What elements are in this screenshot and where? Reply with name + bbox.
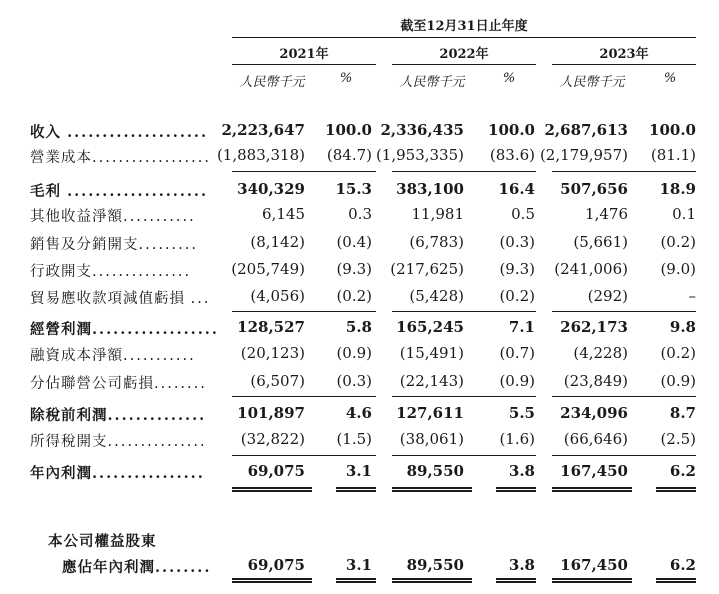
cell-2022-amount: 89,550 bbox=[406, 462, 464, 480]
cell-2023-pct: (0.2) bbox=[660, 344, 696, 362]
cell-2022-amount: (22,143) bbox=[399, 372, 464, 390]
cell-2022-amount: 11,981 bbox=[411, 205, 464, 223]
total-double-rule bbox=[496, 487, 536, 492]
row-label: 行政開支............... bbox=[30, 264, 192, 280]
subtotal-rule-2021 bbox=[232, 171, 376, 172]
row-label: 銷售及分銷開支......... bbox=[30, 237, 198, 253]
subtotal-rule-2023 bbox=[552, 396, 696, 397]
cell-2022-pct: 7.1 bbox=[508, 318, 535, 336]
cell-2021-amount: (8,142) bbox=[250, 233, 305, 251]
total-double-rule bbox=[232, 487, 312, 492]
year-2023-header: 2023年 bbox=[599, 47, 649, 62]
cell-2022-pct: 5.5 bbox=[508, 404, 535, 422]
total-double-rule bbox=[656, 578, 696, 583]
cell-2023-amount: (241,006) bbox=[554, 260, 628, 278]
cell-2022-pct: (0.7) bbox=[499, 344, 535, 362]
row-label: 其他收益淨額........... bbox=[30, 209, 196, 225]
cell-2023-amount: (4,228) bbox=[573, 344, 628, 362]
cell-2023-pct: 0.1 bbox=[672, 205, 696, 223]
cell-2023-amount: 234,096 bbox=[560, 404, 628, 422]
cell-2023-amount: 1,476 bbox=[585, 205, 628, 223]
cell-2021-amount: (205,749) bbox=[231, 260, 305, 278]
total-double-rule bbox=[392, 487, 472, 492]
cell-2022-amount: (15,491) bbox=[399, 344, 464, 362]
total-double-rule bbox=[336, 578, 376, 583]
unit-label-2023: 人民幣千元 bbox=[559, 75, 625, 90]
row-label: 年內利潤................ bbox=[30, 465, 205, 482]
cell-2022-pct: (1.6) bbox=[499, 430, 535, 448]
cell-2022-pct: 0.5 bbox=[511, 205, 535, 223]
year-2022-header: 2022年 bbox=[439, 47, 489, 62]
cell-2022-amount: (6,783) bbox=[409, 233, 464, 251]
cell-2021-pct: 3.1 bbox=[345, 462, 372, 480]
cell-2023-amount: 262,173 bbox=[560, 318, 628, 336]
year-2021-header: 2021年 bbox=[279, 47, 329, 62]
cell-2023-pct: 8.7 bbox=[669, 404, 696, 422]
row-label: 營業成本.................. bbox=[30, 150, 211, 166]
table-row-profit-before-tax bbox=[0, 404, 719, 426]
cell-2023-amount: (292) bbox=[587, 287, 628, 305]
year-2021-rule bbox=[232, 64, 376, 65]
cell-2023-amount: 167,450 bbox=[560, 462, 628, 480]
subtotal-rule-2021 bbox=[232, 396, 376, 397]
total-double-rule bbox=[392, 578, 472, 583]
cell-2023-pct: 100.0 bbox=[649, 121, 696, 139]
row-label: 除稅前利潤.............. bbox=[30, 407, 207, 424]
cell-2022-pct: 100.0 bbox=[488, 121, 535, 139]
table-row-gross-profit bbox=[0, 180, 719, 202]
cell-2022-amount: 2,336,435 bbox=[380, 121, 464, 139]
cell-2021-amount: 340,329 bbox=[237, 180, 305, 198]
cell-2022-pct: (9.3) bbox=[499, 260, 535, 278]
unit-label-2022: 人民幣千元 bbox=[399, 75, 465, 90]
cell-2023-pct: 6.2 bbox=[669, 556, 696, 574]
cell-2023-pct: (81.1) bbox=[650, 146, 696, 164]
total-double-rule bbox=[496, 578, 536, 583]
cell-2021-pct: 100.0 bbox=[325, 121, 372, 139]
cell-2023-pct: 9.8 bbox=[669, 318, 696, 336]
cell-2021-pct: 15.3 bbox=[335, 180, 372, 198]
cell-2021-pct: 5.8 bbox=[345, 318, 372, 336]
row-label: 所得稅開支............... bbox=[30, 434, 207, 450]
cell-2022-amount: (5,428) bbox=[409, 287, 464, 305]
cell-2023-pct: (2.5) bbox=[660, 430, 696, 448]
total-double-rule bbox=[232, 578, 312, 583]
cell-2022-pct: (0.2) bbox=[499, 287, 535, 305]
cell-2023-pct: (9.0) bbox=[660, 260, 696, 278]
attrib-heading-row bbox=[0, 530, 719, 552]
cell-2022-amount: (217,625) bbox=[390, 260, 464, 278]
total-double-rule bbox=[656, 487, 696, 492]
subtotal-rule-2023 bbox=[552, 455, 696, 456]
total-double-rule bbox=[336, 487, 376, 492]
cell-2021-amount: 101,897 bbox=[237, 404, 305, 422]
subtotal-rule-2022 bbox=[392, 311, 536, 312]
cell-2022-amount: 127,611 bbox=[396, 404, 464, 422]
subtotal-rule-2022 bbox=[392, 455, 536, 456]
cell-2021-pct: 0.3 bbox=[348, 205, 372, 223]
cell-2021-amount: (6,507) bbox=[250, 372, 305, 390]
cell-2022-pct: 3.8 bbox=[508, 556, 535, 574]
subtotal-rule-2023 bbox=[552, 171, 696, 172]
table-row-selling-expenses bbox=[0, 233, 719, 255]
cell-2023-amount: 507,656 bbox=[560, 180, 628, 198]
cell-2023-amount: (23,849) bbox=[563, 372, 628, 390]
cell-2021-amount: 2,223,647 bbox=[221, 121, 305, 139]
cell-2021-amount: 128,527 bbox=[237, 318, 305, 336]
row-label: 貿易應收款項減值虧損 ... bbox=[30, 291, 211, 307]
row-label: 應佔年內利潤........ bbox=[62, 559, 212, 576]
cell-2023-pct: (0.9) bbox=[660, 372, 696, 390]
row-label: 融資成本淨額........... bbox=[30, 348, 196, 364]
cell-2021-pct: (9.3) bbox=[336, 260, 372, 278]
cell-2022-pct: (0.3) bbox=[499, 233, 535, 251]
cell-2022-pct: 16.4 bbox=[498, 180, 535, 198]
cell-2021-pct: 4.6 bbox=[345, 404, 372, 422]
cell-2023-amount: 167,450 bbox=[560, 556, 628, 574]
row-label: 經營利潤.................. bbox=[30, 321, 219, 338]
row-label: 收入 .................... bbox=[30, 124, 209, 141]
table-row-operating-profit bbox=[0, 318, 719, 340]
table-row-finance-costs bbox=[0, 344, 719, 366]
year-2022-rule bbox=[392, 64, 536, 65]
period-header: 截至12月31日止年度 bbox=[400, 19, 528, 34]
unit-label-2021: 人民幣千元 bbox=[239, 75, 305, 90]
cell-2023-pct: – bbox=[688, 287, 696, 305]
header-rule bbox=[232, 37, 696, 38]
cell-2021-pct: (0.2) bbox=[336, 287, 372, 305]
subtotal-rule-2021 bbox=[232, 455, 376, 456]
cell-2022-pct: (0.9) bbox=[499, 372, 535, 390]
attrib-heading: 本公司權益股東 bbox=[48, 534, 157, 550]
cell-2022-amount: 383,100 bbox=[396, 180, 464, 198]
cell-2023-amount: (66,646) bbox=[563, 430, 628, 448]
subtotal-rule-2022 bbox=[392, 396, 536, 397]
cell-2021-pct: (1.5) bbox=[336, 430, 372, 448]
table-row-associates-loss bbox=[0, 372, 719, 394]
cell-2023-amount: 2,687,613 bbox=[544, 121, 628, 139]
table-row-attributable-profit bbox=[0, 556, 719, 578]
cell-2022-amount: 165,245 bbox=[396, 318, 464, 336]
subtotal-rule-2023 bbox=[552, 311, 696, 312]
cell-2021-amount: (1,883,318) bbox=[216, 146, 305, 164]
cell-2022-amount: 89,550 bbox=[406, 556, 464, 574]
cell-2021-amount: (32,822) bbox=[240, 430, 305, 448]
pct-label-2022: % bbox=[502, 71, 516, 86]
cell-2021-pct: (84.7) bbox=[326, 146, 372, 164]
cell-2022-pct: (83.6) bbox=[489, 146, 535, 164]
cell-2023-amount: (2,179,957) bbox=[539, 146, 628, 164]
total-double-rule bbox=[552, 578, 632, 583]
cell-2021-pct: (0.4) bbox=[336, 233, 372, 251]
cell-2021-pct: 3.1 bbox=[345, 556, 372, 574]
cell-2021-amount: 69,075 bbox=[247, 556, 305, 574]
cell-2021-amount: 69,075 bbox=[247, 462, 305, 480]
table-row-impairment-loss bbox=[0, 287, 719, 309]
cell-2021-pct: (0.9) bbox=[336, 344, 372, 362]
pct-label-2021: % bbox=[339, 71, 353, 86]
table-row-cost-of-sales bbox=[0, 146, 719, 168]
cell-2021-amount: 6,145 bbox=[262, 205, 305, 223]
cell-2022-amount: (38,061) bbox=[399, 430, 464, 448]
cell-2022-pct: 3.8 bbox=[508, 462, 535, 480]
subtotal-rule-2022 bbox=[392, 171, 536, 172]
cell-2023-pct: 6.2 bbox=[669, 462, 696, 480]
cell-2023-pct: (0.2) bbox=[660, 233, 696, 251]
pct-label-2023: % bbox=[663, 71, 677, 86]
cell-2023-amount: (5,661) bbox=[573, 233, 628, 251]
table-row-revenue bbox=[0, 121, 719, 143]
table-row-profit-for-year bbox=[0, 462, 719, 484]
cell-2023-pct: 18.9 bbox=[659, 180, 696, 198]
total-double-rule bbox=[552, 487, 632, 492]
cell-2022-amount: (1,953,335) bbox=[375, 146, 464, 164]
row-label: 毛利 .................... bbox=[30, 183, 209, 200]
cell-2021-amount: (20,123) bbox=[240, 344, 305, 362]
year-2023-rule bbox=[552, 64, 696, 65]
table-row-admin-expenses bbox=[0, 260, 719, 282]
row-label: 分佔聯營公司虧損........ bbox=[30, 376, 207, 392]
table-row-other-income bbox=[0, 205, 719, 227]
table-row-income-tax bbox=[0, 430, 719, 452]
cell-2021-pct: (0.3) bbox=[336, 372, 372, 390]
cell-2021-amount: (4,056) bbox=[250, 287, 305, 305]
subtotal-rule-2021 bbox=[232, 311, 376, 312]
